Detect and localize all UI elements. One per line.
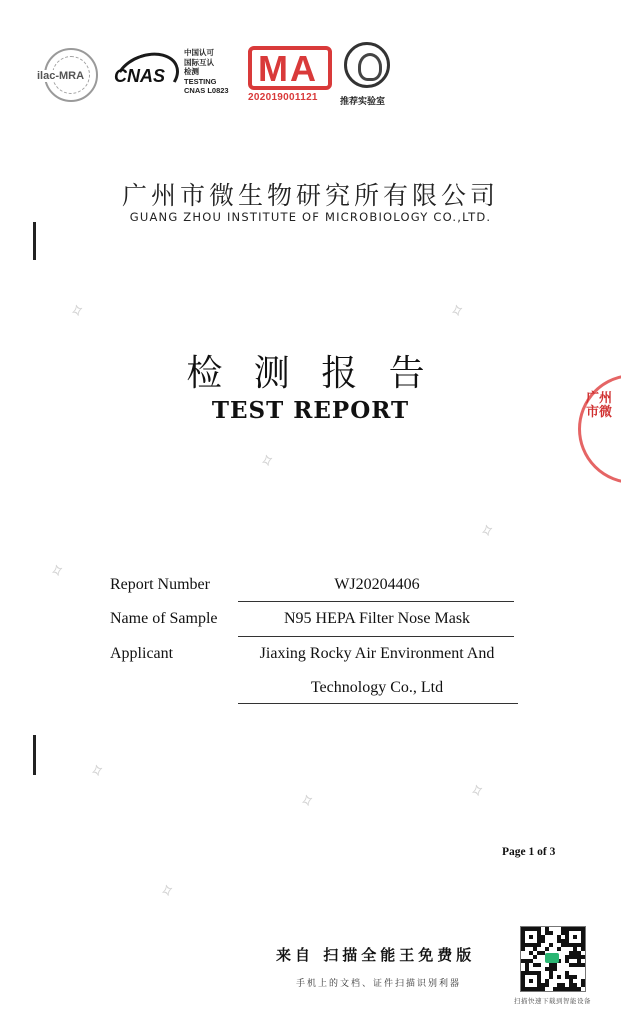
qr-module [529,935,533,939]
qr-module [549,931,553,935]
qr-module [537,943,541,947]
qr-module [557,975,561,979]
cnas-accreditation-text [184,48,229,96]
cnas-line: TESTING [184,76,217,86]
report-title-cn: 检 测 报 告 [186,353,435,394]
scanner-app-badge-icon [545,953,559,963]
applicant-value-line2: Technology Co., Ltd [310,679,444,696]
cnas-line: 国际互认 [184,57,214,67]
qr-module [581,955,585,959]
organization-name-en: GUANG ZHOU INSTITUTE OF MICROBIOLOGY CO.,LTD. [129,210,492,224]
cma-letters: MA [258,48,318,89]
watermark-icon: ⟡ [256,448,276,473]
recommended-lab-label: 推荐实验室 [340,97,386,107]
qr-module [533,955,537,959]
binding-mark [33,735,36,775]
scanner-footer-title: 来自 扫描全能王免费版 [276,946,476,964]
recommended-lab-logo [340,42,396,112]
cnas-logo [110,46,178,104]
qr-module [545,983,549,987]
binding-mark [33,222,36,260]
ilac-mra-logo [36,48,104,108]
sample-name-value: N95 HEPA Filter Nose Mask [283,610,471,627]
qr-module [541,939,545,943]
applicant-label: Applicant [110,645,174,662]
qr-module [581,947,585,951]
qr-module [557,947,561,951]
report-number-label: Report Number [110,576,210,593]
accreditation-logos [36,38,416,118]
watermark-icon: ⟡ [156,878,176,903]
watermark-icon: ⟡ [446,298,466,323]
watermark-icon: ⟡ [46,558,66,583]
qr-module [537,963,541,967]
watermark-icon: ⟡ [66,298,86,323]
watermark-icon: ⟡ [466,778,486,803]
seal-text: 广州市微 [586,391,613,420]
qr-module [577,987,581,991]
cnas-line: CNAS L0823 [184,86,229,95]
ilac-text: ilac-MRA [37,70,85,82]
qr-module [521,947,525,951]
report-number-underline [238,601,514,602]
sample-name-label: Name of Sample [110,610,218,627]
qr-module [549,975,553,979]
cnas-line: 检测 [184,67,199,76]
qr-module [553,967,557,971]
applicant-value-line1: Jiaxing Rocky Air Environment And [259,645,495,662]
cnas-line: 中国认可 [184,48,214,57]
watermark-icon: ⟡ [86,758,106,783]
report-number-value: WJ20204406 [334,576,420,593]
qr-module [541,987,545,991]
report-title-en: TEST REPORT [211,397,410,424]
cma-number: 202019001121 [248,92,318,103]
sample-name-underline [238,636,514,637]
page-number: Page 1 of 3 [502,846,556,858]
applicant-underline [238,703,518,704]
qr-module [581,983,585,987]
qr-caption: 扫描快速下载到智能设备 [514,997,591,1005]
qr-module [545,947,549,951]
watermark-icon: ⟡ [296,788,316,813]
qr-module [549,943,553,947]
recommended-lab-emblem-icon [344,42,390,88]
qr-module [573,975,577,979]
organization-name-cn: 广州市微生物研究所有限公司 [121,181,499,210]
watermark-icon: ⟡ [476,518,496,543]
qr-module [573,935,577,939]
cnas-text: CNAS [114,66,166,86]
scanner-footer-subtitle: 手机上的文档、证件扫描识别利器 [296,979,462,989]
qr-module [529,979,533,983]
cma-logo [248,46,334,103]
qr-module [581,963,585,967]
